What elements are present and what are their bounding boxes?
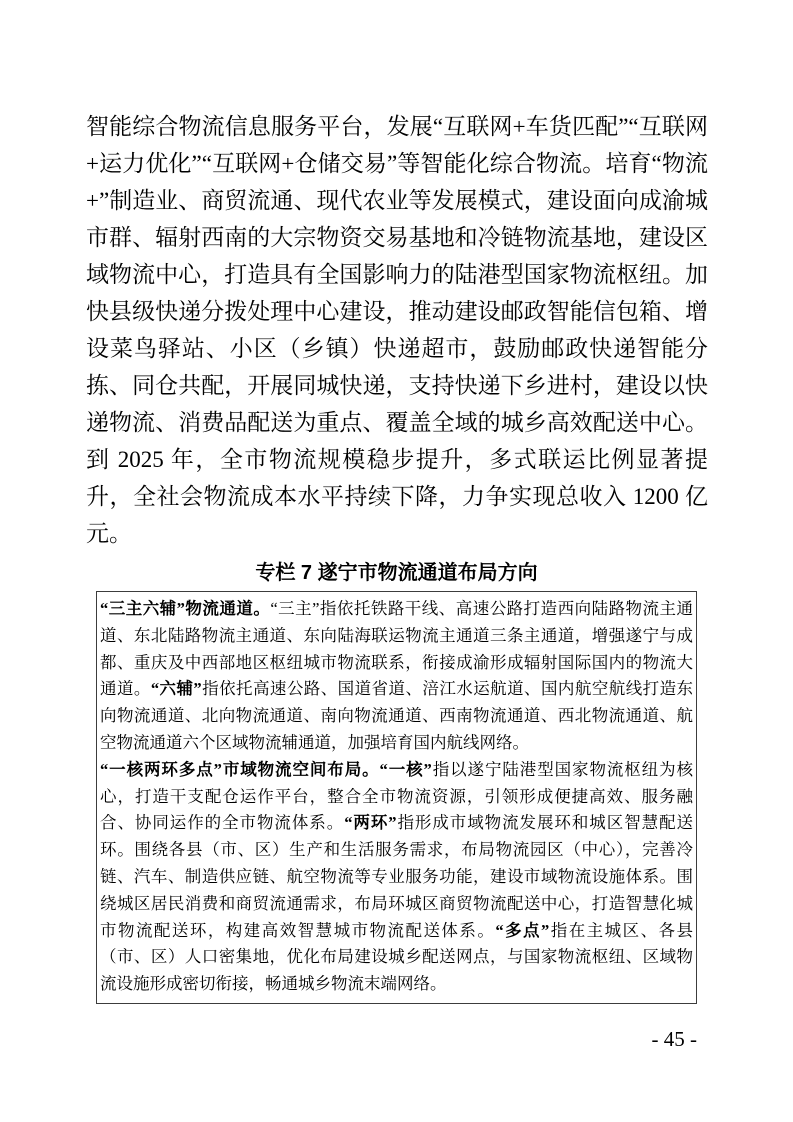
text-segment: “三主”指依托铁路干线、高速公路打造西向陆路物流主通道、东北陆路物流主通道、东向陆海联运物流主通道三条主通道，增强遂宁与成都、重庆及中西部地区枢纽城市物流联系，衔接成渝形成辐射国际国内的物流大通道。 [100,599,694,699]
key-term-bold: “多点” [495,920,550,940]
text-segment: 指形成市域物流发展环和城区智慧配送环。围绕各县（市、区）生产和生活服务需求，布局物流园区（中心），完善冷链、汽车、制造供应链、航空物流等专业服务功能，建设市域物流设施体系。围绕城区居民消费和商贸流通需求，布局环城区商贸物流配送中心，打造智慧化城市物流配送环，构建高效智慧城市物流配送体系。 [100,813,694,940]
text-segment: 指依托高速公路、国道省道、涪江水运航道、国内航空航线打造东向物流通道、北向物流通道、南向物流通道、西南物流通道、西北物流通道、航空物流通道六个区域物流辅通道，加强培育国内航线网络。 [100,679,694,752]
box-paragraph-spatial-layout [100,757,693,998]
key-term-bold: “一核两环多点”市域物流空间布局。 [100,759,380,779]
page-number: - 45 - [651,1027,697,1051]
box-title: 专栏 7 遂宁市物流通道布局方向 [255,562,538,584]
text-segment: 指在主城区、各县（市、区）人口密集地，优化布局建设城乡配送网点，与国家物流枢纽、区域物流设施形成密切衔接，畅通城乡物流末端网络。 [100,920,694,994]
key-term-bold: “一核” [379,759,432,779]
key-term-bold: “六辅” [150,679,202,699]
key-term-bold: “三主六辅”物流通道。 [100,599,271,618]
callout-box [96,591,697,1004]
box-paragraph-logistics-corridors [100,596,693,757]
key-term-bold: “两环” [344,813,397,833]
text-segment: 指以遂宁陆港型国家物流枢纽为核心，打造干支配仓运作平台，整合全市物流资源，引领形成便捷高效、服务融合、协同运作的全市物流体系。 [100,759,694,833]
body-paragraph: 智能综合物流信息服务平台，发展“互联网+车货匹配”“互联网+运力优化”“互联网+仓储交易”等智能化综合物流。培育“物流+”制造业、商贸流通、现代农业等发展模式，建设面向成渝城市群、辐射西南的大宗物资交易基地和冷链物流基地，建设区域物流中心，打造具有全国影响力的陆港型国家物流枢纽。加快县级快递分拨处理中心建设，推动建设邮政智能信包箱、增设菜鸟驿站、小区（乡镇）快递超市，鼓励邮政快递智能分拣、同仓共配，开展同城快递，支持快递下乡进村，建设以快递物流、消费品配送为重点、覆盖全域的城乡高效配送中心。到 2025 年，全市物流规模稳步提升，多式联运比例显著提升，全社会物流成本水平持续下降，力争实现总收入 1200 亿元。 [86,114,708,546]
